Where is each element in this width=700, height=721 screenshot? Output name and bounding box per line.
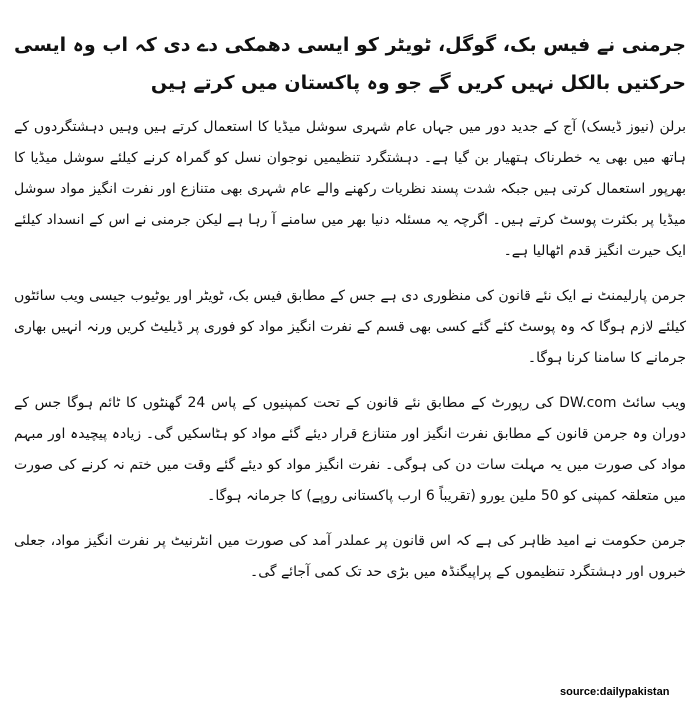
- article-paragraph-2: جرمن پارلیمنٹ نے ایک نئے قانون کی منظوری دی ہے جس کے مطابق فیس بک، ٹویٹر اور یوٹیوب جیسی ویب سائٹوں کیلئے لازم ہوگا کہ وہ پوسٹ کئے گئے کسی بھی قسم کے نفرت انگیز مواد کو فوری پر ڈیلیٹ کریں ورنہ انہیں بھاری جرمانے کا سامنا کرنا ہوگا۔: [14, 288, 686, 366]
- article-paragraph-1: برلن (نیوز ڈیسک) آج کے جدید دور میں جہاں عام شہری سوشل میڈیا کا استعمال کرتے ہیں وہیں دہشتگردوں کے ہاتھ میں بھی یہ خطرناک ہتھیار بن گیا ہے۔ دہشتگرد تنظیمیں نوجوان نسل کو گمراہ کرنے کیلئے سوشل میڈیا کا بھرپور استعمال کرتی ہیں جبکہ شدت پسند نظریات رکھنے والے عام شہری بھی متنازع اور نفرت انگیز مواد سوشل میڈیا پر بکثرت پوسٹ کرتے ہیں۔ اگرچہ یہ مسئلہ دنیا بھر میں سامنے آ رہا ہے لیکن جرمنی نے اس کے انسداد کیلئے ایک حیرت انگیز قدم اٹھالیا ہے۔: [14, 119, 686, 259]
- article-paragraph-4: جرمن حکومت نے امید ظاہر کی ہے کہ اس قانون پر عملدر آمد کی صورت میں انٹرنیٹ پر نفرت انگیز مواد، جعلی خبروں اور دہشتگرد تنظیموں کے پراپیگنڈہ میں بڑی حد تک کمی آجائے گی۔: [14, 533, 686, 580]
- article-headline: جرمنی نے فیس بک، گوگل، ٹویٹر کو ایسی دھمکی دے دی کہ اب وہ ایسی حرکتیں بالکل نہیں کریں گے جو وہ پاکستان میں کرتے ہیں: [13, 34, 686, 94]
- article-paragraph-3: ویب سائٹ DW.com کی رپورٹ کے مطابق نئے قانون کے تحت کمپنیوں کے پاس 24 گھنٹوں کا ٹائم ہوگا جس کے دوران وہ جرمن قانون کے مطابق نفرت انگیز اور متنازع قرار دیئے گئے مواد کو ہٹاسکیں گی۔ زیادہ پیچیدہ اور مبہم مواد کی صورت میں یہ مہلت سات دن کی ہوگی۔ نفرت انگیز مواد کو دیئے گئے وقت میں ختم نہ کرنے کی صورت میں متعلقہ کمپنی کو 50 ملین یورو (تقریباً 6 ارب پاکستانی روپے) کا جرمانہ ہوگا۔: [14, 395, 686, 504]
- source-credit: source:dailypakistan: [560, 686, 670, 698]
